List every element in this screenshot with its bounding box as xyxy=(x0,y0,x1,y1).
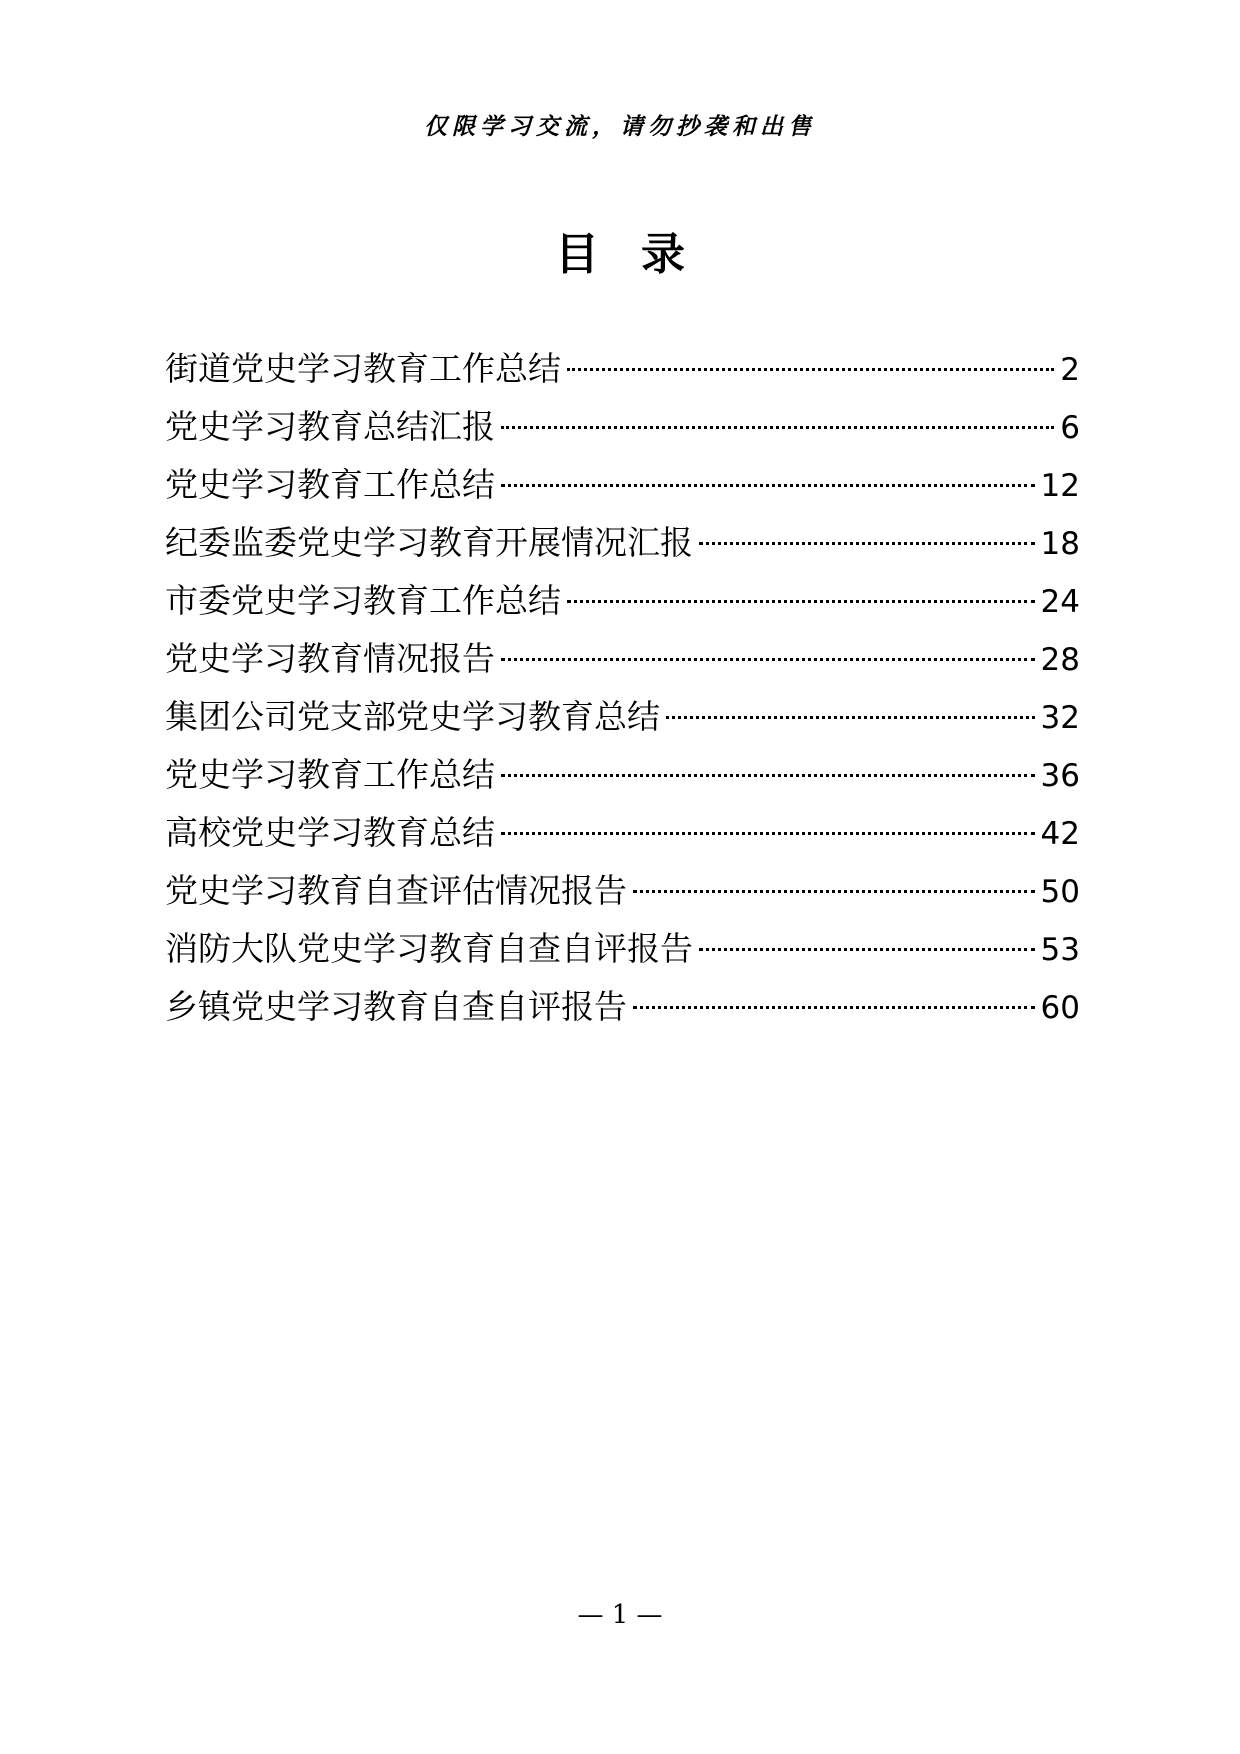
header-notice: 仅限学习交流，请勿抄袭和出售 xyxy=(424,113,816,140)
toc-entry[interactable] xyxy=(165,746,1080,804)
toc-dot-leader xyxy=(501,426,1054,429)
toc-dot-leader xyxy=(699,948,1035,951)
toc-entry-title: 党史学习教育自查评估情况报告 xyxy=(165,871,627,910)
toc-entry[interactable] xyxy=(165,978,1080,1036)
toc-entry[interactable] xyxy=(165,920,1080,978)
toc-dot-leader xyxy=(633,890,1035,893)
toc-entry-page: 6 xyxy=(1060,410,1080,446)
toc-entry-title: 集团公司党支部党史学习教育总结 xyxy=(165,697,660,736)
toc-entry-title: 消防大队党史学习教育自查自评报告 xyxy=(165,929,693,968)
toc-dot-leader xyxy=(633,1006,1035,1009)
page-number: — 1 — xyxy=(577,1600,663,1630)
toc-entry-title: 市委党史学习教育工作总结 xyxy=(165,581,561,620)
toc-entry[interactable] xyxy=(165,456,1080,514)
toc-entry[interactable] xyxy=(165,688,1080,746)
toc-list xyxy=(165,340,1080,1036)
toc-dot-leader xyxy=(501,774,1035,777)
toc-entry[interactable] xyxy=(165,630,1080,688)
toc-dot-leader xyxy=(666,716,1035,719)
toc-entry[interactable] xyxy=(165,514,1080,572)
toc-entry-title: 纪委监委党史学习教育开展情况汇报 xyxy=(165,523,693,562)
toc-entry-title: 党史学习教育工作总结 xyxy=(165,755,495,794)
toc-entry[interactable] xyxy=(165,572,1080,630)
toc-entry-page: 50 xyxy=(1040,874,1080,910)
toc-dot-leader xyxy=(501,484,1035,487)
toc-entry-page: 42 xyxy=(1040,816,1080,852)
toc-entry-title: 党史学习教育情况报告 xyxy=(165,639,495,678)
toc-entry-page: 60 xyxy=(1040,990,1080,1026)
toc-entry-page: 24 xyxy=(1040,584,1080,620)
toc-entry-title: 党史学习教育工作总结 xyxy=(165,465,495,504)
toc-entry[interactable] xyxy=(165,804,1080,862)
toc-entry-page: 36 xyxy=(1040,758,1080,794)
toc-dot-leader xyxy=(699,542,1035,545)
toc-entry-page: 18 xyxy=(1040,526,1080,562)
toc-entry-title: 乡镇党史学习教育自查自评报告 xyxy=(165,987,627,1026)
toc-entry[interactable] xyxy=(165,340,1080,398)
toc-entry-title: 街道党史学习教育工作总结 xyxy=(165,349,561,388)
toc-entry-page: 32 xyxy=(1040,700,1080,736)
toc-title: 目录 xyxy=(555,229,727,280)
toc-entry-page: 28 xyxy=(1040,642,1080,678)
toc-entry-title: 党史学习教育总结汇报 xyxy=(165,407,495,446)
toc-entry[interactable] xyxy=(165,398,1080,456)
toc-dot-leader xyxy=(567,368,1054,371)
toc-entry-page: 53 xyxy=(1040,932,1080,968)
toc-entry-page: 12 xyxy=(1040,468,1080,504)
toc-dot-leader xyxy=(501,832,1035,835)
toc-entry[interactable] xyxy=(165,862,1080,920)
toc-dot-leader xyxy=(567,600,1035,603)
toc-entry-title: 高校党史学习教育总结 xyxy=(165,813,495,852)
toc-dot-leader xyxy=(501,658,1035,661)
toc-entry-page: 2 xyxy=(1060,352,1080,388)
